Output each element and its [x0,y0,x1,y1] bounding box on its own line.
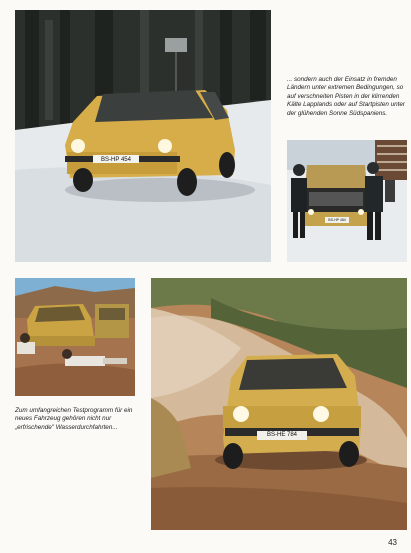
photo-engine-check [287,140,407,262]
license-plate-dirt-car: BS-HE 784 [266,432,297,438]
license-plate-engine-car: BS-HP 484 [328,218,346,222]
caption-top-right: ... sondern auch der Einsatz in fremden Ländern unter extremen Bedingungen, so auf verschneiten Pisten in der klirrenden Kälte Lapplands oder auf Startpisten unter der glühenden Sonne Südspaniens. [287,76,405,117]
photo-dirt-road-car [151,278,407,530]
page-number: 43 [388,538,397,547]
photo-water-crossing [15,278,135,396]
license-plate-snow-car: BS-HP 454 [101,157,131,163]
photo-snow-car [15,10,271,262]
caption-bottom-left: Zum umfangreichen Testprogramm für ein neues Fahrzeug gehören nicht nur „erfrischende" Wasserdurchfahrten... [15,407,133,431]
